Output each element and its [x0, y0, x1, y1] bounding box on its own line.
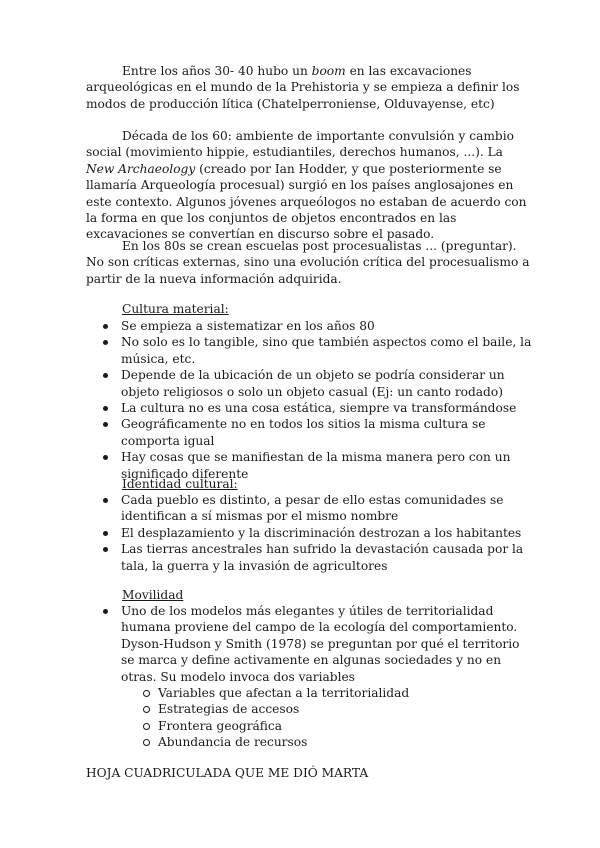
paragraph-text: (creado por Ian Hodder, y que posteriormente se llamaría Arqueología procesual) surgió en los países anglosajones en este contexto. Algunos jóvenes arqueólogos no estaban de acuerdo con la forma en que los conjuntos de objetos encontrados en las excavaciones se convertían en discurso sobre el pasado.: [86, 161, 527, 242]
list-movilidad: [86, 603, 534, 751]
list-cultura-material: [86, 318, 534, 482]
list-item-text: Uno de los modelos más elegantes y útiles de territorialidad humana proviene del campo de la ecología del comportamiento. Dyson-Hudson y Smith (1978) se preguntan por qué el territorio se marca y define activamente en algunas sociedades y no en otras. Su modelo invoca dos variables: [121, 604, 520, 684]
list-item: La cultura no es una cosa estática, siempre va transformándose: [86, 400, 534, 416]
paragraph-60s: [86, 128, 534, 243]
list-item: Hay cosas que se manifiestan de la misma manera pero con un significado diferente: [86, 449, 534, 482]
paragraph-text: Entre los años 30- 40 hubo un: [122, 64, 312, 78]
paragraph-80s: En los 80s se crean escuelas post procesualistas ... (preguntar). No son críticas externas, sino una evolución crítica del procesualismo a partir de la nueva información adquirida.: [86, 239, 530, 286]
heading-identidad-cultural: Identidad cultural:: [122, 477, 238, 491]
heading-movilidad: Movilidad: [122, 588, 184, 602]
paragraph-text: Década de los 60: ambiente de importante convulsión y cambio social (movimiento hippie, estudiantiles, derechos humanos, ...). La: [86, 129, 514, 160]
sublist-item: Estrategias de accesos: [121, 701, 534, 717]
list-item: No solo es lo tangible, sino que también aspectos como el baile, la música, etc.: [86, 334, 534, 367]
list-item: Depende de la ubicación de un objeto se podría considerar un objeto religiosos o solo un objeto casual (Ej: un canto rodado): [86, 367, 534, 400]
sublist-item: Abundancia de recursos: [121, 734, 534, 750]
paragraph-boom: [86, 63, 534, 112]
list-item: Geográficamente no en todos los sitios la misma cultura se comporta igual: [86, 416, 534, 449]
emphasis-boom: boom: [311, 64, 346, 78]
list-item: Las tierras ancestrales han sufrido la devastación causada por la tala, la guerra y la invasión de agricultores: [86, 541, 534, 574]
emphasis-new-archaeology: New Archaeology: [86, 161, 196, 176]
heading-cultura-material: Cultura material:: [122, 302, 229, 316]
sublist-item: Frontera geográfica: [121, 718, 534, 734]
list-identidad-cultural: [86, 492, 534, 574]
sublist-variables: [121, 685, 534, 751]
footer-note: HOJA CUADRICULADA QUE ME DIÓ MARTA: [86, 766, 369, 780]
list-item: El desplazamiento y la discriminación destrozan a los habitantes: [86, 525, 534, 541]
sublist-item: Variables que afectan a la territorialidad: [121, 685, 534, 701]
list-item: [86, 603, 534, 751]
paragraph-text: en las excavaciones arqueológicas en el mundo de la Prehistoria y se empieza a definir los modos de producción lítica (Chatelperroniense, Olduvayense, etc): [86, 64, 520, 111]
list-item: Cada pueblo es distinto, a pesar de ello estas comunidades se identifican a sí mismas por el mismo nombre: [86, 492, 534, 525]
list-item: Se empieza a sistematizar en los años 80: [86, 318, 534, 334]
